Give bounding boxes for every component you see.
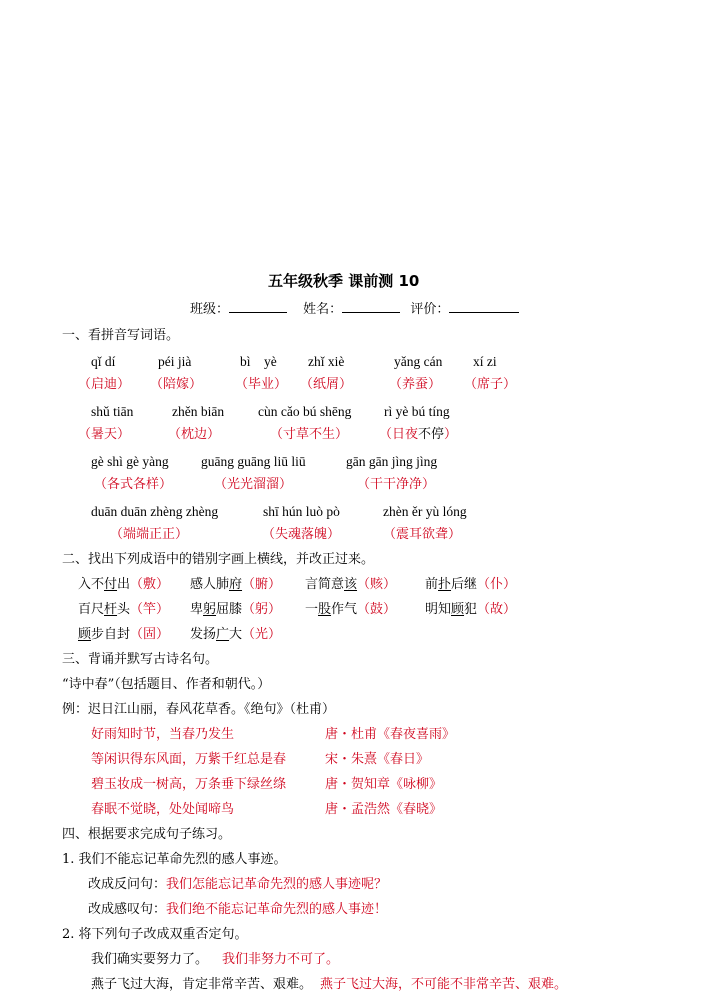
answer: （养蚕） [389, 377, 442, 392]
pinyin: gān gān jìng jìng [346, 454, 438, 469]
idiom-item: 百尺杆头（竿） [78, 602, 170, 617]
section-3-example: 例：迟日江山丽，春风花草香。《绝句》（杜甫） [62, 702, 336, 717]
class-blank [229, 301, 287, 313]
info-line [190, 301, 519, 316]
answer: （日夜不停） [379, 427, 458, 442]
answer: （纸屑） [300, 377, 353, 392]
answer: （寸草不生） [270, 427, 349, 442]
answer: （启迪） [78, 377, 131, 392]
idiom-item: 言简意该（赅） [305, 577, 397, 592]
pinyin: qǐ dí [91, 354, 116, 369]
poem-line: 等闲识得东风面，万紫千红总是春 [91, 752, 287, 767]
pinyin: bì yè [240, 354, 277, 369]
pinyin: guāng guāng liū liū [201, 454, 306, 469]
answer: （端端正正） [110, 527, 189, 542]
section-2-heading: 二、找出下列成语中的错别字画上横线，并改正过来。 [62, 552, 375, 567]
class-label: 班级： [190, 302, 230, 317]
pinyin: zhǐ xiè [308, 354, 345, 369]
answer: （枕边） [168, 427, 221, 442]
answer: （震耳欲聋） [383, 527, 462, 542]
section-4-heading: 四、根据要求完成句子练习。 [62, 827, 232, 842]
question-2b: 燕子飞过大海，肯定非常辛苦、艰难。 燕子飞过大海，不可能不非常辛苦、艰难。 [91, 977, 568, 992]
idiom-item: 顾步自封（固） [78, 627, 170, 642]
pinyin: rì yè bú tíng [384, 404, 450, 419]
answer: （失魂落魄） [262, 527, 341, 542]
pinyin: duān duān zhèng zhèng [91, 504, 219, 519]
score-label: 评价： [410, 302, 450, 317]
answer: （暑天） [78, 427, 131, 442]
idiom-item: 感人肺府（腑） [190, 577, 282, 592]
pinyin: shǔ tiān [91, 404, 134, 419]
poem-source: 宋・朱熹《春日》 [325, 752, 430, 767]
answer: （陪嫁） [150, 377, 203, 392]
pinyin: cùn cǎo bú shēng [258, 404, 352, 419]
question-2a: 我们确实要努力了。 我们非努力不可了。 [91, 952, 340, 967]
idiom-item: 发扬广大（光） [190, 627, 282, 642]
idiom-item: 一股作气（鼓） [305, 602, 397, 617]
question-2: 2. 将下列句子改成双重否定句。 [62, 927, 248, 942]
answer: （干干净净） [357, 477, 436, 492]
page-title: 五年级秋季 课前测 10 [268, 272, 420, 290]
idiom-item: 卑躬屈膝（躬） [190, 602, 282, 617]
pinyin: xí zi [473, 354, 497, 369]
pinyin: shī hún luò pò [263, 504, 340, 519]
section-3-heading: 三、背诵并默写古诗名句。 [62, 652, 219, 667]
pinyin: zhěn biān [172, 404, 225, 419]
score-blank [449, 301, 519, 313]
poem-source: 唐・杜甫《春夜喜雨》 [325, 727, 456, 742]
answer: （毕业） [235, 377, 288, 392]
poem-source: 唐・孟浩然《春晓》 [325, 802, 443, 817]
question-1a: 改成反问句：我们怎能忘记革命先烈的感人事迹呢？ [88, 877, 388, 892]
poem-line: 好雨知时节，当春乃发生 [91, 727, 235, 742]
answer: （席子） [464, 377, 517, 392]
answer: （光光溜溜） [214, 477, 293, 492]
question-1b: 改成感叹句：我们绝不能忘记革命先烈的感人事迹！ [88, 902, 388, 917]
poem-line: 碧玉妆成一树高，万条垂下绿丝绦 [91, 777, 287, 792]
idiom-item: 入不付出（敷） [78, 577, 170, 592]
pinyin: zhèn ěr yù lóng [383, 504, 467, 519]
pinyin: gè shì gè yàng [91, 454, 169, 469]
section-3-prompt: “诗中春”（包括题目、作者和朝代。） [62, 677, 271, 692]
section-1-heading: 一、看拼音写词语。 [62, 328, 180, 343]
name-blank [342, 301, 400, 313]
question-1: 1. 我们不能忘记革命先烈的感人事迹。 [62, 852, 287, 867]
name-label: 姓名： [303, 302, 343, 317]
idiom-item: 前扑后继（仆） [425, 577, 517, 592]
pinyin: péi jià [158, 354, 192, 369]
poem-source: 唐・贺知章《咏柳》 [325, 777, 443, 792]
answer: （各式各样） [94, 477, 173, 492]
pinyin: yǎng cán [394, 354, 443, 369]
poem-line: 春眠不觉晓，处处闻啼鸟 [91, 802, 235, 817]
idiom-item: 明知顾犯（故） [425, 602, 517, 617]
